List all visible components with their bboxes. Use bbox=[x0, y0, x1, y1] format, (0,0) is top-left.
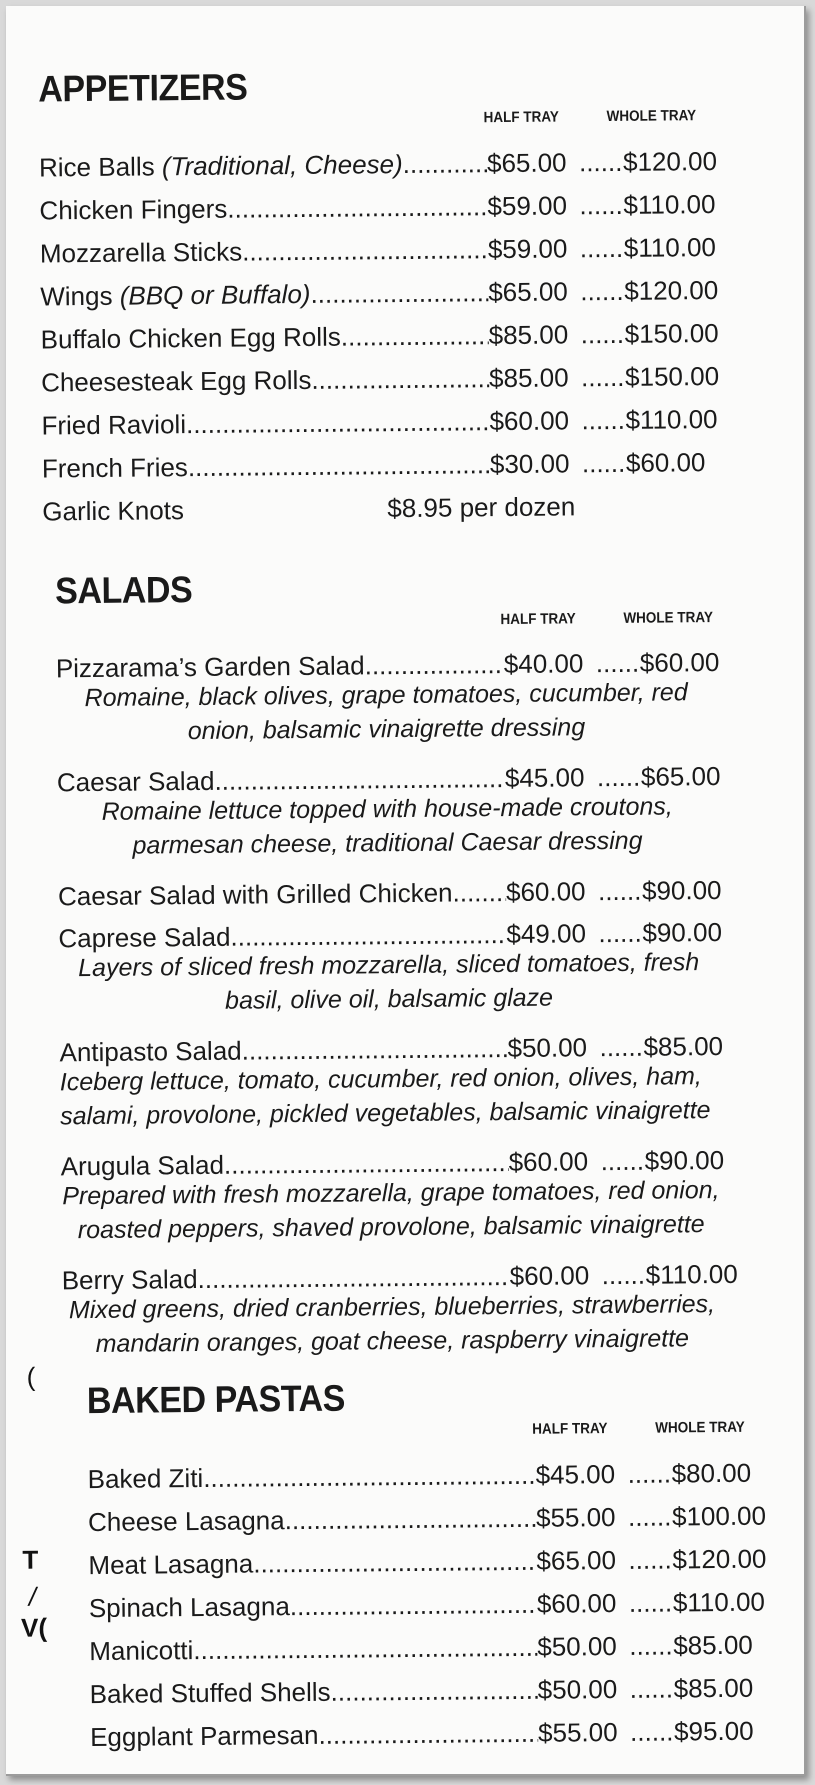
description-line: salami, provolone, pickled vegetables, balsamic vinaigrette bbox=[60, 1096, 711, 1131]
whole-tray-price: $90.00 bbox=[641, 874, 722, 906]
half-tray-price: $60.00 bbox=[508, 1146, 589, 1178]
menu-item-garlic-knots bbox=[42, 477, 722, 527]
dot-leader bbox=[582, 448, 626, 478]
item-name-text: Wings bbox=[40, 280, 120, 312]
menu-item bbox=[39, 133, 719, 183]
whole-tray-price: $100.00 bbox=[671, 1500, 767, 1532]
item-name-text: Eggplant Parmesan bbox=[89, 1719, 319, 1753]
description-line: Layers of sliced fresh mozzarella, sliced tomatoes, fresh bbox=[78, 948, 700, 983]
dot-leader bbox=[598, 918, 642, 948]
dot-leader bbox=[579, 147, 623, 177]
whole-tray-price: $110.00 bbox=[623, 231, 717, 263]
item-description bbox=[59, 945, 720, 1019]
whole-tray-price: $65.00 bbox=[640, 760, 721, 792]
edge-fragment: V( bbox=[20, 1612, 48, 1643]
half-tray-price: $45.00 bbox=[504, 762, 585, 794]
edge-fragment: T bbox=[22, 1544, 39, 1575]
item-name bbox=[41, 322, 341, 355]
salads-section bbox=[55, 563, 743, 1367]
item-description bbox=[60, 1059, 721, 1133]
item-name bbox=[42, 452, 188, 483]
item-name bbox=[62, 1264, 198, 1295]
dot-leader bbox=[311, 363, 489, 395]
whole-tray-price: $110.00 bbox=[645, 1258, 738, 1290]
menu-item bbox=[89, 1660, 769, 1710]
menu-item bbox=[39, 176, 719, 226]
dot-leader bbox=[597, 762, 641, 792]
dot-leader bbox=[227, 191, 487, 223]
whole-tray-price: $120.00 bbox=[624, 274, 719, 306]
half-tray-price: $85.00 bbox=[488, 319, 569, 351]
menu-item bbox=[41, 391, 721, 441]
half-tray-price: $85.00 bbox=[488, 362, 569, 394]
dot-leader bbox=[253, 1546, 536, 1579]
dot-leader bbox=[188, 449, 490, 482]
menu-item bbox=[87, 1445, 767, 1495]
appetizers-section bbox=[38, 61, 722, 527]
half-tray-price: $60.00 bbox=[505, 876, 586, 908]
half-tray-price: $49.00 bbox=[506, 918, 587, 950]
half-tray-price: $59.00 bbox=[487, 190, 568, 222]
item-name bbox=[90, 1720, 319, 1752]
item-name bbox=[60, 1150, 224, 1182]
half-tray-price: $50.00 bbox=[537, 1674, 618, 1705]
whole-tray-price: $85.00 bbox=[673, 1629, 753, 1661]
description-line: Prepared with fresh mozzarella, grape tomatoes, red onion, bbox=[62, 1175, 720, 1211]
dot-leader bbox=[596, 648, 640, 678]
dot-leader bbox=[193, 1632, 537, 1665]
dot-leader bbox=[364, 649, 503, 680]
item-name bbox=[39, 149, 403, 182]
whole-tray-price: $85.00 bbox=[643, 1030, 724, 1062]
dot-leader bbox=[242, 234, 488, 266]
dot-leader bbox=[452, 877, 506, 908]
item-name bbox=[59, 1036, 241, 1068]
whole-tray-price: $120.00 bbox=[622, 145, 718, 177]
whole-tray-price: $120.00 bbox=[672, 1543, 767, 1575]
dot-leader bbox=[581, 405, 625, 435]
dot-leader bbox=[627, 1458, 671, 1488]
half-tray-header: HALF TRAY bbox=[483, 108, 559, 127]
dot-leader bbox=[629, 1587, 673, 1617]
item-name-text: Cheesesteak Egg Rolls bbox=[40, 364, 312, 398]
description-line: Romaine lettuce topped with house-made croutons, bbox=[101, 792, 673, 826]
whole-tray-price: $60.00 bbox=[625, 447, 706, 478]
whole-tray-price: $110.00 bbox=[625, 403, 718, 435]
whole-tray-price: $90.00 bbox=[644, 1144, 725, 1176]
item-name-text: Chicken Fingers bbox=[39, 193, 228, 226]
dot-leader bbox=[629, 1630, 673, 1660]
half-tray-price: $60.00 bbox=[489, 405, 570, 437]
half-tray-price: $65.00 bbox=[536, 1545, 617, 1576]
section-title: APPETIZERS bbox=[38, 66, 248, 110]
dot-leader bbox=[285, 1503, 537, 1535]
item-name bbox=[89, 1635, 193, 1666]
item-name-text: Baked Stuffed Shells bbox=[89, 1676, 331, 1710]
item-name bbox=[89, 1591, 290, 1623]
dot-leader bbox=[628, 1501, 672, 1531]
whole-tray-price: $60.00 bbox=[639, 646, 720, 678]
baked-pastas-section bbox=[87, 1373, 771, 1753]
menu-item bbox=[58, 863, 738, 912]
item-note: (Traditional, Cheese) bbox=[161, 148, 403, 182]
item-name bbox=[58, 878, 453, 912]
item-name bbox=[88, 1548, 253, 1580]
item-name-text: Rice Balls bbox=[38, 151, 163, 183]
whole-tray-price: $95.00 bbox=[673, 1715, 754, 1747]
whole-tray-price: $80.00 bbox=[671, 1457, 752, 1489]
description-line: basil, olive oil, balsamic glaze bbox=[224, 983, 554, 1015]
item-note: (BBQ or Buffalo) bbox=[119, 278, 311, 311]
edge-fragment: / bbox=[28, 1581, 37, 1612]
item-price: $8.95 per dozen bbox=[387, 491, 576, 524]
item-name-text: Fried Ravioli bbox=[41, 409, 187, 441]
menu-item bbox=[89, 1574, 769, 1624]
menu-item bbox=[88, 1488, 768, 1538]
half-tray-header: HALF TRAY bbox=[532, 1420, 608, 1438]
menu-item bbox=[89, 1617, 769, 1667]
dot-leader bbox=[330, 1675, 537, 1707]
whole-tray-price: $150.00 bbox=[624, 317, 719, 349]
section-title: BAKED PASTAS bbox=[86, 1377, 346, 1422]
dot-leader bbox=[630, 1716, 674, 1746]
section-title: SALADS bbox=[54, 569, 193, 612]
item-description bbox=[62, 1287, 723, 1361]
dot-leader bbox=[341, 320, 489, 351]
item-description bbox=[56, 675, 717, 749]
item-name-text: Berry Salad bbox=[61, 1264, 198, 1296]
menu-item bbox=[40, 219, 720, 269]
item-name-text: Manicotti bbox=[89, 1635, 194, 1667]
dot-leader bbox=[599, 1032, 643, 1062]
item-name-text: Meat Lasagna bbox=[88, 1548, 254, 1581]
description-line: onion, balsamic vinaigrette dressing bbox=[187, 713, 586, 746]
half-tray-price: $45.00 bbox=[535, 1459, 616, 1490]
item-name bbox=[39, 194, 227, 226]
menu-item bbox=[41, 348, 721, 398]
item-name-text: Caesar Salad bbox=[56, 765, 215, 798]
item-name bbox=[40, 237, 243, 269]
dot-leader bbox=[203, 1460, 536, 1493]
half-tray-price: $30.00 bbox=[489, 448, 570, 480]
item-name-text: Cheese Lasagna bbox=[87, 1505, 285, 1538]
item-name-text: Pizzarama’s Garden Salad bbox=[55, 650, 365, 684]
whole-tray-header: WHOLE TRAY bbox=[655, 1418, 745, 1437]
dot-leader bbox=[318, 1718, 538, 1750]
dot-leader bbox=[581, 362, 625, 392]
item-name bbox=[40, 279, 310, 312]
whole-tray-header: WHOLE TRAY bbox=[623, 609, 713, 627]
item-name bbox=[41, 365, 312, 398]
dot-leader bbox=[579, 190, 623, 220]
item-name-text: Caprese Salad bbox=[58, 921, 231, 954]
whole-tray-price: $90.00 bbox=[642, 916, 723, 948]
dot-leader bbox=[628, 1544, 672, 1574]
dot-leader bbox=[310, 277, 488, 309]
dot-leader bbox=[580, 276, 624, 306]
item-name bbox=[90, 1677, 331, 1709]
item-description bbox=[61, 1173, 722, 1247]
whole-tray-price: $150.00 bbox=[624, 360, 720, 392]
item-name-text: Buffalo Chicken Egg Rolls bbox=[40, 321, 341, 355]
menu-page bbox=[6, 6, 806, 1776]
menu-item bbox=[90, 1703, 770, 1753]
item-name-text: Antipasto Salad bbox=[59, 1035, 242, 1068]
item-name-text: French Fries bbox=[41, 452, 188, 484]
half-tray-price: $60.00 bbox=[536, 1588, 617, 1619]
item-description bbox=[57, 789, 718, 863]
menu-sheet bbox=[6, 6, 806, 1776]
description-line: Iceberg lettuce, tomato, cucumber, red onion, olives, ham, bbox=[59, 1062, 702, 1097]
item-name-text: Mozzarella Sticks bbox=[39, 236, 243, 269]
item-name bbox=[57, 766, 215, 798]
dot-leader bbox=[186, 406, 490, 439]
dot-leader bbox=[403, 148, 488, 179]
dot-leader bbox=[290, 1589, 537, 1621]
half-tray-price: $55.00 bbox=[537, 1716, 618, 1748]
dot-leader bbox=[580, 233, 624, 263]
item-name bbox=[87, 1463, 203, 1494]
dot-leader bbox=[598, 876, 642, 906]
item-name bbox=[88, 1505, 285, 1537]
half-tray-price: $60.00 bbox=[509, 1260, 590, 1292]
item-name-text: Baked Ziti bbox=[87, 1462, 204, 1495]
item-name-text: Caesar Salad with Grilled Chicken bbox=[57, 877, 453, 912]
description-line: roasted peppers, shaved provolone, balsamic vinaigrette bbox=[77, 1210, 705, 1245]
half-tray-price: $40.00 bbox=[503, 648, 584, 680]
half-tray-price: $55.00 bbox=[535, 1502, 616, 1533]
description-line: mandarin oranges, goat cheese, raspberry vinaigrette bbox=[95, 1324, 690, 1358]
edge-fragment: ( bbox=[26, 1361, 36, 1392]
half-tray-price: $50.00 bbox=[507, 1032, 588, 1064]
dot-leader bbox=[581, 319, 625, 349]
description-line: Romaine, black olives, grape tomatoes, cucumber, red bbox=[84, 678, 688, 713]
whole-tray-header: WHOLE TRAY bbox=[606, 107, 697, 126]
whole-tray-price: $110.00 bbox=[672, 1586, 766, 1618]
half-tray-price: $65.00 bbox=[488, 276, 568, 308]
item-name-text: Spinach Lasagna bbox=[88, 1591, 290, 1624]
half-tray-price: $59.00 bbox=[487, 233, 568, 265]
item-name-text: Arugula Salad bbox=[60, 1149, 225, 1182]
half-tray-price: $50.00 bbox=[537, 1631, 617, 1662]
menu-item bbox=[42, 434, 722, 484]
dot-leader bbox=[600, 1146, 644, 1176]
menu-item bbox=[88, 1531, 768, 1581]
menu-item bbox=[40, 305, 720, 355]
description-line: parmesan cheese, traditional Caesar dressing bbox=[132, 826, 643, 860]
half-tray-header: HALF TRAY bbox=[500, 610, 576, 629]
description-line: Mixed greens, dried cranberries, blueberries, strawberries, bbox=[68, 1290, 716, 1325]
dot-leader bbox=[602, 1260, 646, 1290]
item-name bbox=[58, 922, 230, 954]
half-tray-price: $65.00 bbox=[486, 147, 567, 179]
item-name bbox=[41, 409, 186, 440]
dot-leader bbox=[630, 1673, 674, 1703]
whole-tray-price: $110.00 bbox=[623, 188, 716, 220]
whole-tray-price: $85.00 bbox=[673, 1672, 754, 1704]
menu-item bbox=[40, 262, 720, 312]
item-name: Garlic Knots bbox=[42, 495, 185, 527]
